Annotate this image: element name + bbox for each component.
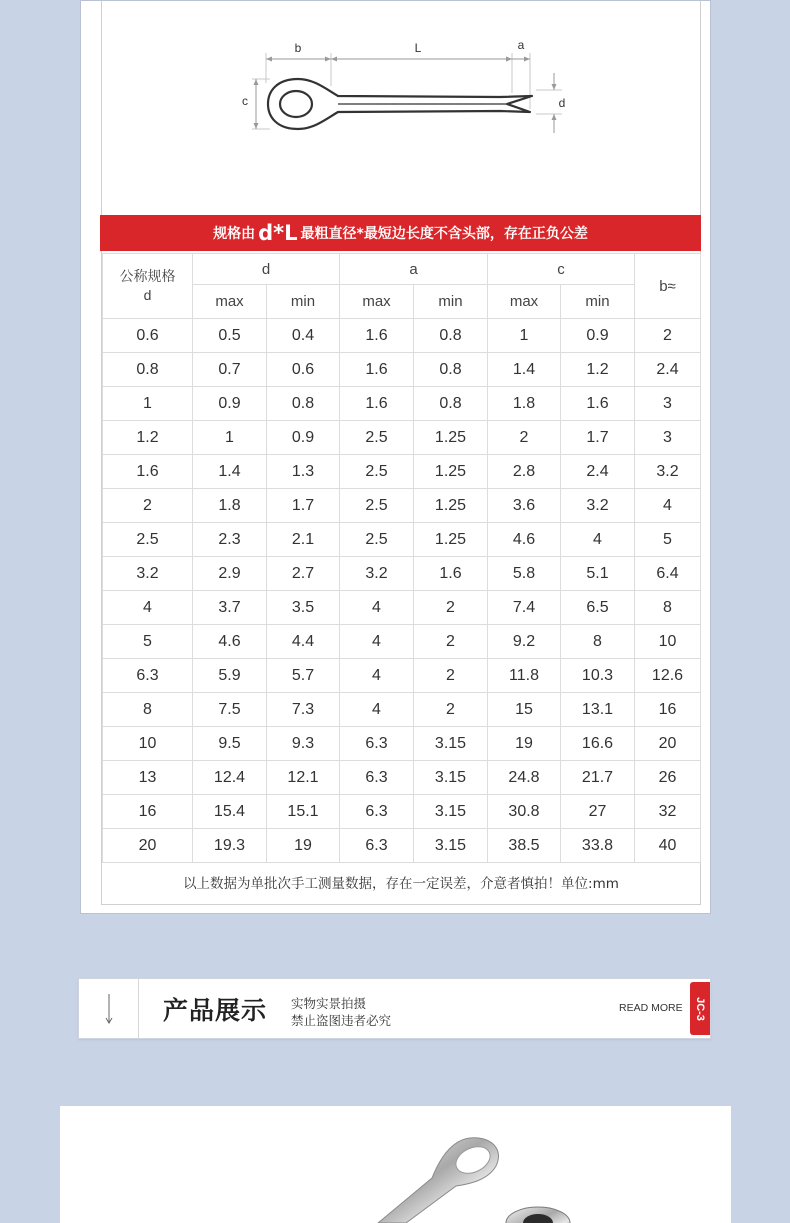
cell-b: 4 [635, 489, 701, 523]
cell-a-max: 1.6 [340, 319, 414, 353]
cell-a-min: 0.8 [414, 387, 488, 421]
table-row [103, 489, 701, 523]
cell-b: 3 [635, 421, 701, 455]
subheader-c-min: min [561, 285, 635, 319]
cell-d-max: 2.9 [193, 557, 267, 591]
subheader-c-max: max [488, 285, 561, 319]
cell-a-max: 4 [340, 591, 414, 625]
cell-c-min: 27 [561, 795, 635, 829]
table-row [103, 795, 701, 829]
header-nominal-size [103, 254, 193, 319]
cell-a-max: 1.6 [340, 387, 414, 421]
spec-table-body [103, 319, 701, 863]
cell-a-max: 2.5 [340, 421, 414, 455]
cell-c-max: 1.8 [488, 387, 561, 421]
table-header-row [103, 254, 701, 285]
cell-a-max: 4 [340, 625, 414, 659]
showcase-subtitle-1: 实物实景拍摄 [291, 996, 367, 1011]
cell-b: 8 [635, 591, 701, 625]
subheader-d-min: min [267, 285, 340, 319]
cell-a-min: 3.15 [414, 761, 488, 795]
cell-nominal: 13 [103, 761, 193, 795]
header-group-d: d [193, 254, 340, 285]
cell-d-max: 4.6 [193, 625, 267, 659]
cell-d-min: 3.5 [267, 591, 340, 625]
cell-c-min: 1.2 [561, 353, 635, 387]
cell-d-min: 1.3 [267, 455, 340, 489]
cell-d-max: 0.9 [193, 387, 267, 421]
cell-a-max: 4 [340, 693, 414, 727]
label-b: b [294, 41, 302, 55]
header-group-a: a [340, 254, 488, 285]
showcase-title: 产品展示 [163, 996, 268, 1025]
cell-c-min: 2.4 [561, 455, 635, 489]
cell-nominal: 10 [103, 727, 193, 761]
cell-d-max: 19.3 [193, 829, 267, 863]
cell-nominal: 8 [103, 693, 193, 727]
cell-a-min: 3.15 [414, 727, 488, 761]
cell-c-max: 15 [488, 693, 561, 727]
cell-d-min: 2.1 [267, 523, 340, 557]
brand-badge-text: JC-3 [694, 996, 706, 1021]
cell-c-min: 16.6 [561, 727, 635, 761]
cell-c-max: 2.8 [488, 455, 561, 489]
cell-d-max: 5.9 [193, 659, 267, 693]
brand-badge [690, 982, 710, 1035]
table-row [103, 659, 701, 693]
cell-nominal: 1 [103, 387, 193, 421]
cell-a-max: 1.6 [340, 353, 414, 387]
table-row [103, 319, 701, 353]
cell-b: 3 [635, 387, 701, 421]
cell-d-max: 1.4 [193, 455, 267, 489]
cell-d-max: 15.4 [193, 795, 267, 829]
table-footnote: 以上数据为单批次手工测量数据，存在一定误差，介意者慎拍！单位:mm [183, 876, 619, 892]
read-more-link[interactable]: READ MORE [619, 1002, 683, 1014]
cell-c-max: 4.6 [488, 523, 561, 557]
cell-nominal: 0.6 [103, 319, 193, 353]
cell-a-max: 6.3 [340, 795, 414, 829]
cell-a-min: 1.25 [414, 489, 488, 523]
cell-c-min: 5.1 [561, 557, 635, 591]
cell-d-min: 12.1 [267, 761, 340, 795]
cell-c-max: 5.8 [488, 557, 561, 591]
cell-d-min: 15.1 [267, 795, 340, 829]
table-row [103, 455, 701, 489]
cell-b: 20 [635, 727, 701, 761]
cell-b: 16 [635, 693, 701, 727]
cell-c-min: 8 [561, 625, 635, 659]
cell-b: 2 [635, 319, 701, 353]
cotter-pin-drawing [102, 1, 702, 211]
cell-d-max: 0.7 [193, 353, 267, 387]
cell-c-min: 10.3 [561, 659, 635, 693]
cell-b: 10 [635, 625, 701, 659]
cell-a-max: 4 [340, 659, 414, 693]
cell-d-max: 1.8 [193, 489, 267, 523]
cell-b: 6.4 [635, 557, 701, 591]
cell-c-max: 2 [488, 421, 561, 455]
cell-d-min: 9.3 [267, 727, 340, 761]
cell-a-min: 1.25 [414, 421, 488, 455]
cell-a-min: 0.8 [414, 353, 488, 387]
table-row [103, 591, 701, 625]
subheader-d-max: max [193, 285, 267, 319]
spec-inner-frame [101, 1, 701, 905]
cell-nominal: 1.2 [103, 421, 193, 455]
cell-d-min: 0.4 [267, 319, 340, 353]
cell-c-min: 3.2 [561, 489, 635, 523]
cell-nominal: 20 [103, 829, 193, 863]
cell-d-max: 0.5 [193, 319, 267, 353]
cell-a-max: 6.3 [340, 727, 414, 761]
cell-a-min: 1.6 [414, 557, 488, 591]
cell-a-max: 2.5 [340, 455, 414, 489]
cell-d-min: 4.4 [267, 625, 340, 659]
table-row [103, 761, 701, 795]
cell-a-min: 0.8 [414, 319, 488, 353]
table-row [103, 353, 701, 387]
cell-d-min: 1.7 [267, 489, 340, 523]
cell-d-max: 2.3 [193, 523, 267, 557]
header-nominal-line2: d [143, 287, 152, 303]
cell-a-min: 2 [414, 693, 488, 727]
cell-c-min: 1.7 [561, 421, 635, 455]
cell-nominal: 3.2 [103, 557, 193, 591]
down-arrow-icon [79, 979, 139, 1038]
showcase-subtitle-2: 禁止盗图违者必究 [291, 1013, 392, 1028]
cell-b: 26 [635, 761, 701, 795]
product-showcase-bar[interactable] [78, 978, 711, 1039]
cell-a-min: 3.15 [414, 829, 488, 863]
cell-d-min: 5.7 [267, 659, 340, 693]
cell-d-max: 12.4 [193, 761, 267, 795]
cell-a-min: 1.25 [414, 523, 488, 557]
cell-d-min: 2.7 [267, 557, 340, 591]
header-nominal-line1: 公称规格 [119, 268, 176, 284]
cell-a-max: 2.5 [340, 523, 414, 557]
subheader-a-min: min [414, 285, 488, 319]
label-d: d [558, 96, 566, 110]
cell-c-max: 3.6 [488, 489, 561, 523]
table-row [103, 727, 701, 761]
cell-c-min: 0.9 [561, 319, 635, 353]
cell-d-min: 0.8 [267, 387, 340, 421]
cell-d-max: 3.7 [193, 591, 267, 625]
cell-nominal: 6.3 [103, 659, 193, 693]
cell-d-min: 0.9 [267, 421, 340, 455]
banner-formula: d*L [258, 221, 298, 245]
header-group-c: c [488, 254, 635, 285]
cell-c-max: 30.8 [488, 795, 561, 829]
cell-c-min: 1.6 [561, 387, 635, 421]
subheader-a-max: max [340, 285, 414, 319]
cell-c-max: 1 [488, 319, 561, 353]
cell-a-min: 1.25 [414, 455, 488, 489]
cell-a-min: 2 [414, 625, 488, 659]
cell-nominal: 5 [103, 625, 193, 659]
spec-table [102, 253, 701, 863]
cell-d-min: 19 [267, 829, 340, 863]
spec-card [80, 0, 711, 914]
cell-d-max: 7.5 [193, 693, 267, 727]
cotter-pin-diagram [102, 1, 702, 211]
cell-nominal: 0.8 [103, 353, 193, 387]
cell-d-min: 7.3 [267, 693, 340, 727]
cell-d-min: 0.6 [267, 353, 340, 387]
cell-nominal: 4 [103, 591, 193, 625]
cell-c-min: 33.8 [561, 829, 635, 863]
cell-nominal: 1.6 [103, 455, 193, 489]
cell-b: 2.4 [635, 353, 701, 387]
cell-b: 32 [635, 795, 701, 829]
cell-a-min: 3.15 [414, 795, 488, 829]
banner-suffix: 最粗直径*最短边长度不含头部，存在正负公差 [300, 226, 588, 242]
cell-b: 5 [635, 523, 701, 557]
cell-c-max: 1.4 [488, 353, 561, 387]
table-row [103, 693, 701, 727]
cell-a-max: 3.2 [340, 557, 414, 591]
cell-c-max: 19 [488, 727, 561, 761]
cell-d-max: 1 [193, 421, 267, 455]
cell-a-min: 2 [414, 591, 488, 625]
label-a: a [517, 38, 525, 52]
cell-c-max: 24.8 [488, 761, 561, 795]
cell-c-max: 9.2 [488, 625, 561, 659]
cell-a-max: 2.5 [340, 489, 414, 523]
cell-c-max: 7.4 [488, 591, 561, 625]
header-b: b≈ [635, 254, 701, 319]
table-row [103, 523, 701, 557]
product-photo [60, 1106, 731, 1223]
cell-c-min: 21.7 [561, 761, 635, 795]
cell-a-max: 6.3 [340, 761, 414, 795]
cell-a-max: 6.3 [340, 829, 414, 863]
table-subheader-row [103, 285, 701, 319]
table-row [103, 421, 701, 455]
cell-b: 40 [635, 829, 701, 863]
cell-c-min: 4 [561, 523, 635, 557]
table-row [103, 829, 701, 863]
cell-c-min: 6.5 [561, 591, 635, 625]
spec-banner [100, 215, 701, 251]
cell-nominal: 2 [103, 489, 193, 523]
cell-b: 12.6 [635, 659, 701, 693]
table-row [103, 387, 701, 421]
cell-c-min: 13.1 [561, 693, 635, 727]
cell-c-max: 11.8 [488, 659, 561, 693]
table-row [103, 625, 701, 659]
label-L: L [414, 41, 422, 55]
cell-d-max: 9.5 [193, 727, 267, 761]
cotter-pin-photo-icon [60, 1106, 731, 1223]
cell-c-max: 38.5 [488, 829, 561, 863]
label-c: c [242, 94, 248, 108]
cell-nominal: 2.5 [103, 523, 193, 557]
cell-b: 3.2 [635, 455, 701, 489]
cell-a-min: 2 [414, 659, 488, 693]
banner-prefix: 规格由 [213, 226, 256, 242]
cell-nominal: 16 [103, 795, 193, 829]
table-row [103, 557, 701, 591]
